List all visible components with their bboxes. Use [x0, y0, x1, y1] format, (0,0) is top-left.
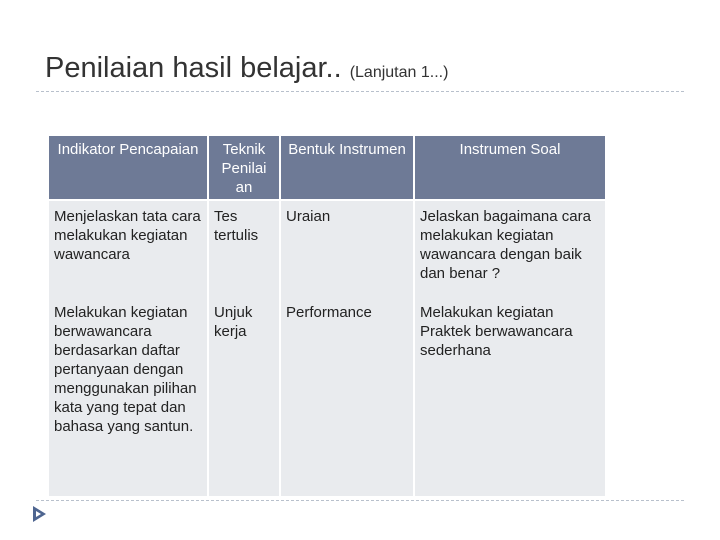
header-instrumen-soal: Instrumen Soal — [414, 135, 606, 200]
cell-teknik: Unjuk kerja — [208, 299, 280, 496]
triangle-bullet-icon — [33, 506, 46, 522]
cell-instrumen-soal: Jelaskan bagaimana cara melakukan kegiatan wawancara dengan baik dan benar ? — [414, 200, 606, 299]
assessment-table — [47, 134, 607, 496]
slide-title — [45, 52, 448, 85]
title-main: Penilaian hasil belajar.. — [45, 52, 350, 84]
top-divider — [36, 91, 684, 92]
cell-bentuk: Uraian — [280, 200, 414, 299]
table-row — [48, 299, 606, 496]
cell-teknik: Tes tertulis — [208, 200, 280, 299]
bottom-divider — [36, 500, 684, 501]
cell-indikator: Melakukan kegiatan berwawancara berdasarkan daftar pertanyaan dengan menggunakan pilihan kata yang tepat dan bahasa yang santun. — [48, 299, 208, 496]
cell-bentuk: Performance — [280, 299, 414, 496]
table-header-row — [48, 135, 606, 200]
title-suffix: (Lanjutan 1...) — [349, 64, 449, 81]
cell-instrumen-soal: Melakukan kegiatan Praktek berwawancara sederhana — [414, 299, 606, 496]
cell-indikator: Menjelaskan tata cara melakukan kegiatan wawancara — [48, 200, 208, 299]
header-teknik: Teknik Penilai an — [208, 135, 280, 200]
header-bentuk: Bentuk Instrumen — [280, 135, 414, 200]
table-row — [48, 200, 606, 299]
header-indikator: Indikator Pencapaian — [48, 135, 208, 200]
